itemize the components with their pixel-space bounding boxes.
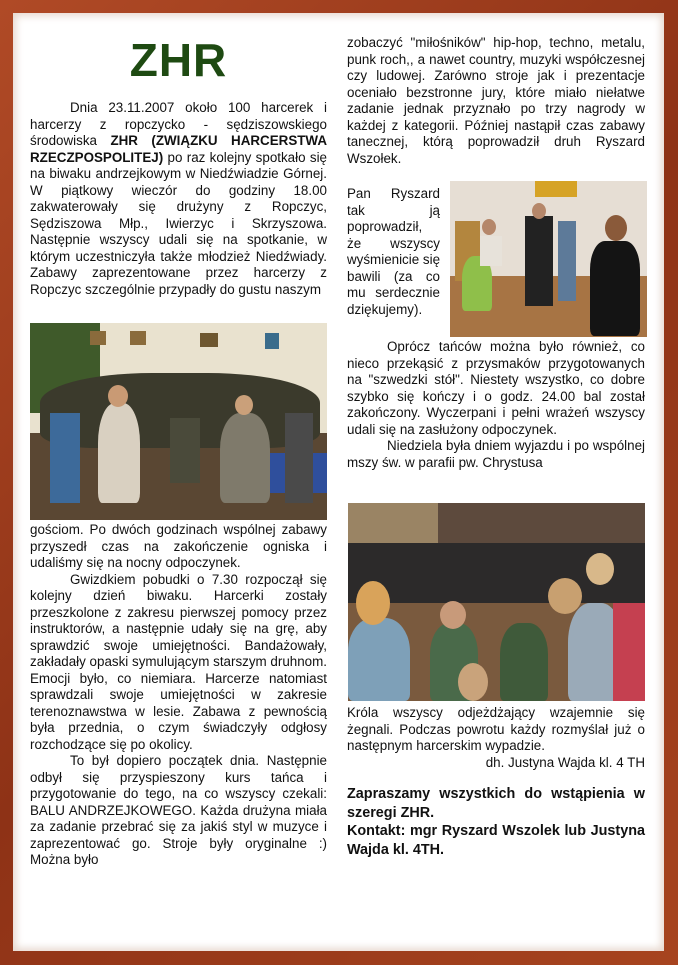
paragraph-intro (30, 100, 327, 298)
paragraph-second-day: Gwizdkiem pobudki o 7.30 rozpoczął się kolejny dzień biwaku. Harcerki zostały przeszkolone z zakresu pierwszej pomocy przez instruktorów, a następnie udały się na grę, aby sprawdzić swoje umiejętności. Bandażowały, zakładały opaski symulującym starszym druhnom. Emocji było, co niemiara. Harcerze natomiast sprawdzali swoje umiejętności w zakresie terenoznawstwa w lesie. Zabawa z pewnością była przednia, o czym świadczyły odgłosy rozchodzące się po okolicy. (30, 571, 327, 752)
left-column-bottom (30, 522, 327, 869)
call-to-action (347, 785, 645, 859)
article-title: ZHR (129, 34, 228, 86)
photo-circle-dance (30, 323, 327, 520)
intro-text: Dnia 23.11.2007 około 100 harcerek i harcerzy z ropczycko - sędziszowskiego środowiska (30, 100, 327, 148)
cta-invitation: Zapraszamy wszystkich do wstąpienia w szeregi ZHR. (347, 786, 645, 821)
right-column-bottom (347, 705, 645, 771)
left-column-top (30, 100, 327, 298)
right-column-middle (347, 339, 645, 471)
photo-crowd-dancing (348, 503, 645, 701)
photo-dance-hall (450, 181, 647, 337)
author-signature: dh. Justyna Wajda kl. 4 TH (485, 754, 645, 770)
right-column-top (347, 35, 645, 167)
paragraph-thanks: Pan Ryszard tak ją poprowadził, że wszyscy wyśmienicie się bawili (za co mu serdecznie dziękujemy). (347, 186, 441, 317)
paragraph-food: Oprócz tańców można było również, co nieco przekąsić z przysmaków przygotowanych na "szwedzki stół". Niestety wszystko, co dobre szybko się kończy i o godz. 24.00 bal został zakończony. Wyczerpani i pełni wrażeń wszyscy udali się na zasłużony odpoczynek. (347, 339, 645, 437)
paragraph-costumes: zobaczyć "miłośników" hip-hop, techno, metalu, punk roch,, a nawet country, muzyki współczesnej czy ludowej. Zarówno stroje jak i prezentacje oceniało bezstronne jury, które miało niełatwe zadanie jednak przyznało po trzy nagrody w każdej z kategorii. Później nastąpił czas zabawy tanecznej, którą poprowadził druh Ryszard Wszołek. (347, 35, 645, 166)
paragraph-sunday: Niedziela była dniem wyjazdu i po wspólnej mszy św. w parafii pw. Chrystusa (347, 438, 645, 470)
paragraph-intro-cont: gościom. Po dwóch godzinach wspólnej zabawy przyszedł czas na zakończenie ogniska i udaliśmy się na nocny odpoczynek. (30, 522, 327, 570)
org-name: ZHR (ZWIĄZKU HARCERSTWA RZECZPOSPOLITEJ) (30, 133, 327, 165)
right-column-narrow (347, 186, 440, 318)
paragraph-farewell: Króla wszyscy odjeżdżający wzajemnie się żegnali. Podczas powrotu każdy rozmyślał już o następnym harcerskim wypadzie. (347, 705, 645, 753)
paragraph-dance-course: To był dopiero początek dnia. Następnie odbył się przyspieszony kurs tańca i przygotowanie do tego, na co wszyscy czekali: BALU ANDRZEJKOWEGO. Każda drużyna miała za zadanie przebrać się za jakiś styl w muzyce i zaprezentować go. Stroje były oryginalne :) Można było (30, 753, 327, 867)
intro-text-cont: po raz kolejny spotkało się na biwaku andrzejkowym w Niedźwiadzie Górnej. W piątkowy wieczór do godziny 18.00 zakwaterowały się drużyny z Ropczyc, Sędziszowa Młp., Iwierzyc i Skrzyszowa. Następnie wszyscy udali się na spotkanie, w którym uczestniczyła także młodzież Niedźwiady. Zabawy zaprezentowane przez harcerzy z Ropczyc szczególnie przypadły do gustu naszym (30, 149, 327, 297)
cta-contact: Kontakt: mgr Ryszard Wszolek lub Justyna Wajda kl. 4TH. (347, 823, 645, 858)
